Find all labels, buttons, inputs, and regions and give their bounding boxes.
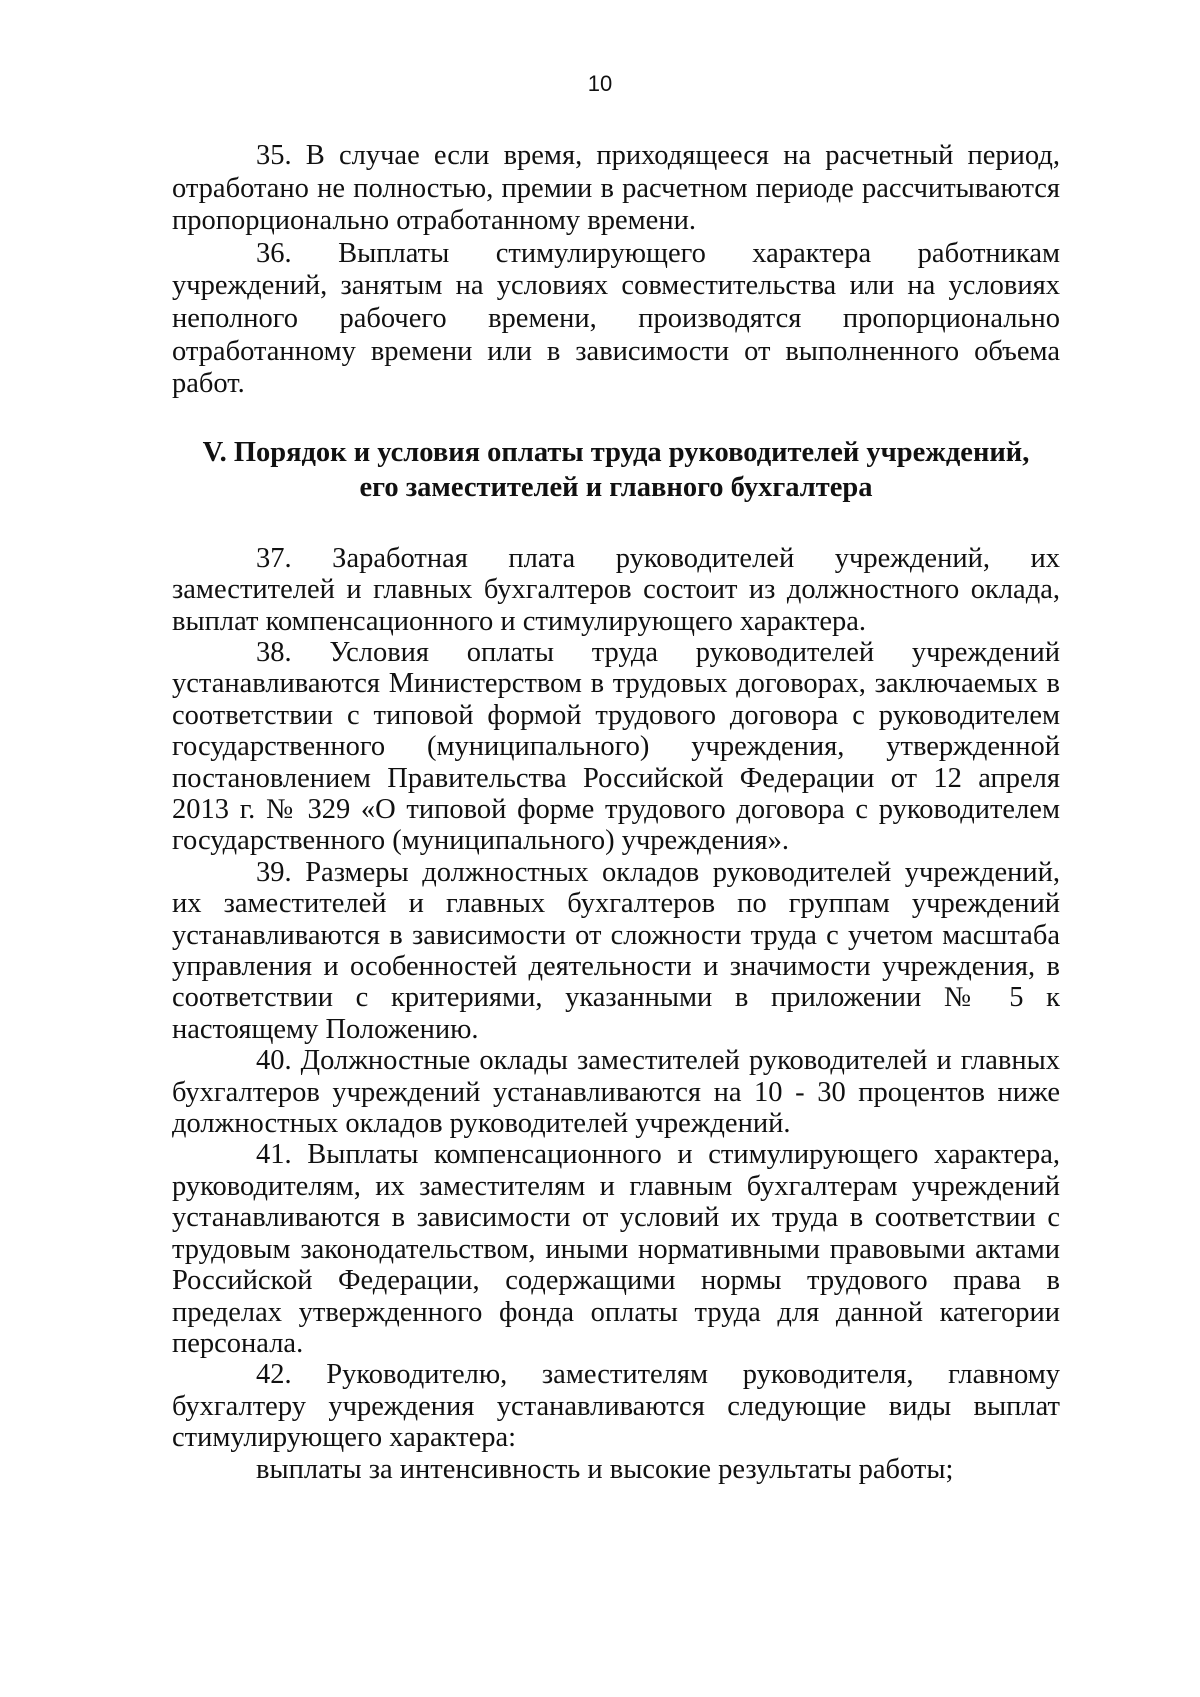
section-heading (172, 435, 1060, 505)
paragraph-39: 39. Размеры должностных окладов руководителей учреждений, их заместителей и главных бухгалтеров по группам учреждений устанавливаются в зависимости от сложности труда с учетом масштаба управления и особенностей деятельности и значимости учреждения, в соответствии с критериями, указанными в приложении № 5 к настоящему Положению. (172, 856, 1060, 1045)
list-item-intensity-payments: выплаты за интенсивность и высокие результаты работы; (256, 1453, 954, 1485)
paragraph-41: 41. Выплаты компенсационного и стимулирующего характера, руководителям, их заместителям и главным бухгалтерам учреждений устанавливаются в зависимости от условий их труда в соответствии с трудовым законодательством, иными нормативными правовыми актами Российской Федерации, содержащими нормы трудового права в пределах утвержденного фонда оплаты труда для данной категории персонала. (172, 1139, 1060, 1359)
document-body (172, 140, 1060, 1485)
paragraph-40: 40. Должностные оклады заместителей руководителей и главных бухгалтеров учреждений устанавливаются на 10 - 30 процентов ниже должностных окладов руководителей учреждений. (172, 1045, 1060, 1140)
page-number: 10 (587, 71, 613, 96)
section-title-line-1: V. Порядок и условия оплаты труда руководителей учреждений, (202, 436, 1030, 468)
paragraph-37: 37. Заработная плата руководителей учреждений, их заместителей и главных бухгалтеров состоит из должностного оклада, выплат компенсационного и стимулирующего характера. (172, 542, 1060, 637)
paragraph-38: 38. Условия оплаты труда руководителей учреждений устанавливаются Министерством в трудовых договорах, заключаемых в соответствии с типовой формой трудового договора с руководителем государственного (муниципального) учреждения, утвержденной постановлением Правительства Российской Федерации от 12 апреля 2013 г. № 329 «О типовой форме трудового договора с руководителем государственного (муниципального) учреждения». (172, 636, 1060, 857)
paragraph-35: 35. В случае если время, приходящееся на расчетный период, отработано не полностью, премии в расчетном периоде рассчитываются пропорционально отработанному времени. (172, 140, 1060, 237)
paragraph-42: 42. Руководителю, заместителям руководителя, главному бухгалтеру учреждения устанавливаются следующие виды выплат стимулирующего характера: (172, 1359, 1060, 1454)
section-title-line-2: его заместителей и главного бухгалтера (359, 471, 873, 503)
section-spacer (172, 505, 1060, 543)
paragraph-36: 36. Выплаты стимулирующего характера работникам учреждений, занятым на условиях совместительства или на условиях неполного рабочего времени, производятся пропорционально отработанному времени или в зависимости от выполненного объема работ. (172, 237, 1060, 400)
